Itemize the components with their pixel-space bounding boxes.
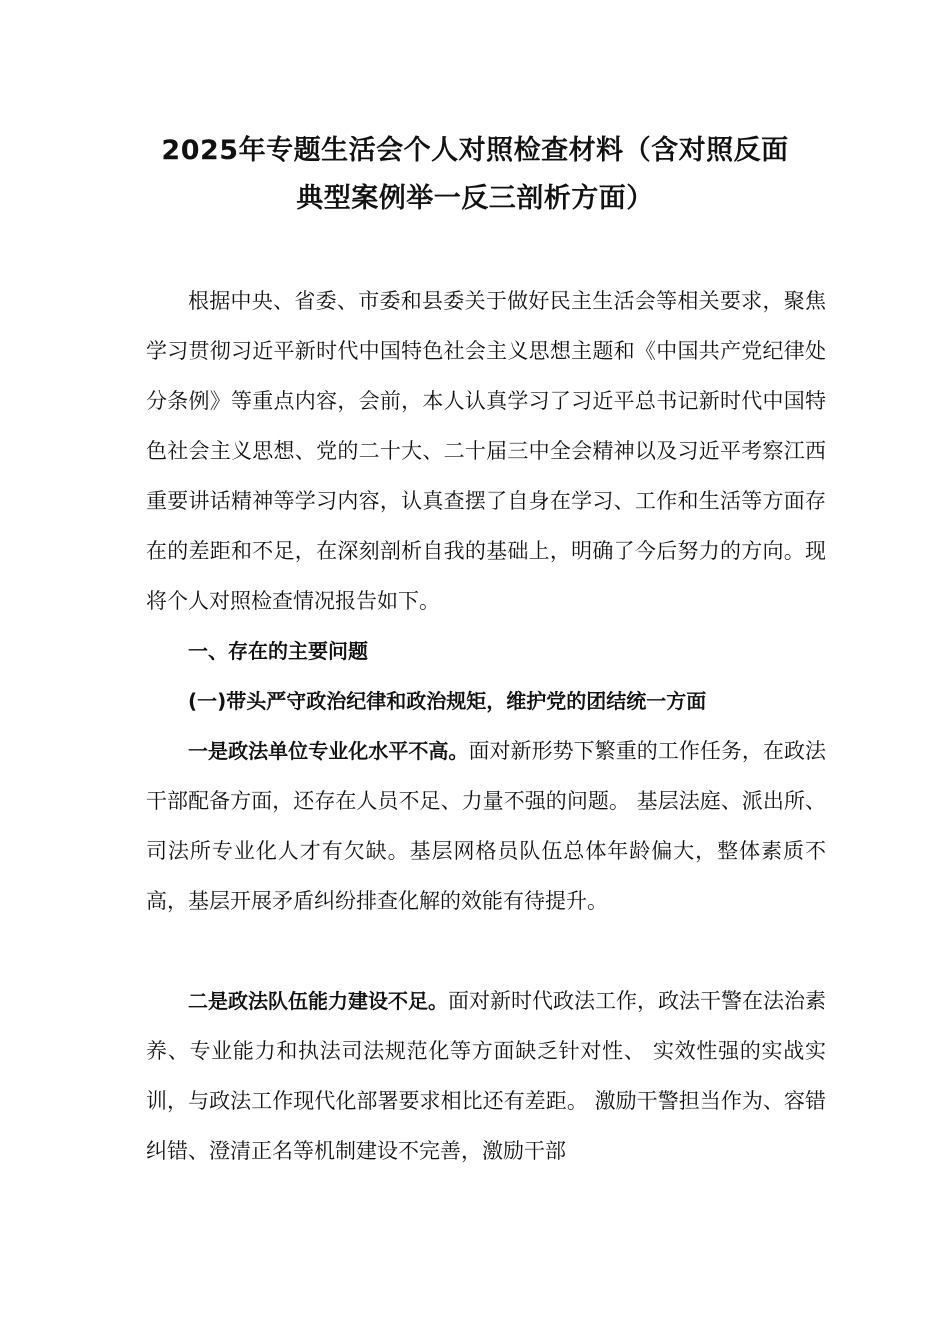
paragraph-gap [146,926,826,976]
document-body [146,276,826,1176]
subsection-heading-1: (一)带头严守政治纪律和政治规矩，维护党的团结统一方面 [188,689,707,713]
point-2-lead: 二是政法队伍能力建设不足。 [188,989,448,1013]
point-paragraph-1 [146,726,826,926]
point-1-lead: 一是政法单位专业化水平不高。 [188,739,469,763]
point-1-text: 面对新形势下繁重的工作任务，在政法干部配备方面，还存在人员不足、力量不强的问题。 基层法庭、派出所、司法所专业化人才有欠缺。基层网格员队伍总体年龄偏大，整体素质不高，基层开展矛盾纠纷排查化解的效能有待提升。 [146,739,827,913]
section-heading-1: 一、存在的主要问题 [188,639,368,663]
point-paragraph-2 [146,976,826,1176]
title-line-2: 典型案例举一反三剖析方面） [296,183,654,214]
intro-paragraph: 根据中央、省委、市委和县委关于做好民主生活会等相关要求，聚焦学习贯彻习近平新时代中国特色社会主义思想主题和《中国共产党纪律处分条例》等重点内容，会前，本人认真学习了习近平总书记新时代中国特色社会主义思想、党的二十大、二十届三中全会精神以及习近平考察江西重要讲话精神等学习内容，认真查摆了自身在学习、工作和生活等方面存在的差距和不足，在深刻剖析自我的基础上，明确了今后努力的方向。现将个人对照检查情况报告如下。 [146,289,826,613]
document-title [100,127,850,223]
title-line-1: 2025年专题生活会个人对照检查材料（含对照反面 [161,135,789,166]
point-2-text: 面对新时代政法工作，政法干警在法治素养、专业能力和执法司法规范化等方面缺乏针对性、 实效性强的实战实训，与政法工作现代化部署要求相比还有差距。 激励干警担当作为、容错纠错、澄清正名等机制建设不完善，激励干部 [146,989,826,1163]
